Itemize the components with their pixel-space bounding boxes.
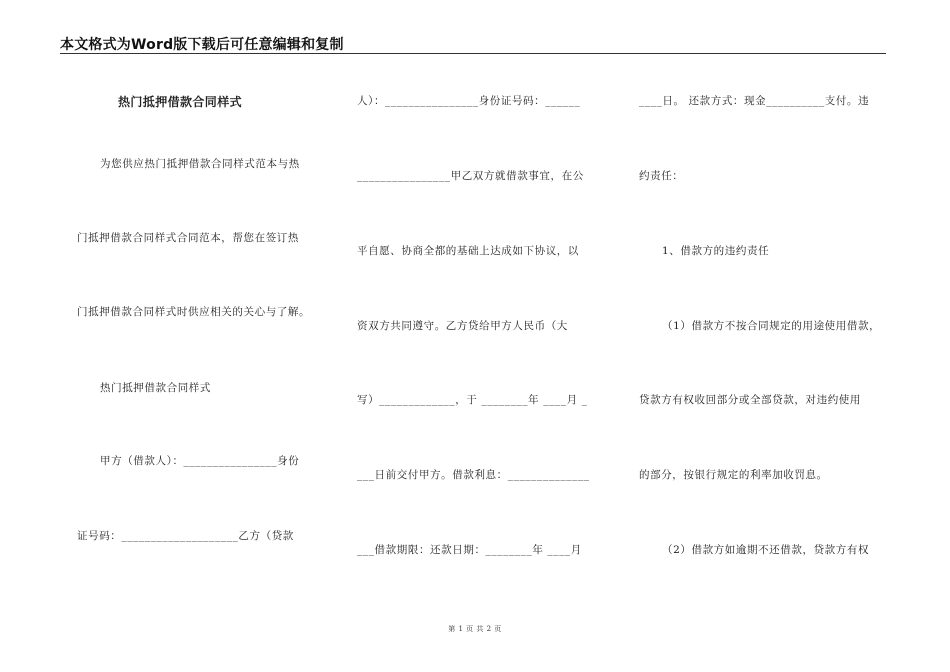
text-line: （2）借款方如逾期不还借款，贷款方有权 xyxy=(662,544,870,556)
page-number-footer: 第 1 页 共 2 页 xyxy=(448,625,502,633)
text-line: 1、借款方的违约责任 xyxy=(662,245,770,257)
text-line: 为您供应热门抵押借款合同样式范本与热 xyxy=(100,158,300,170)
text-line: 资双方共同遵守。乙方贷给甲方人民币（大 xyxy=(357,320,568,332)
document-header: 本文格式为Word版下载后可任意编辑和复制 xyxy=(60,37,344,53)
text-line: 贷款方有权收回部分或全部贷款，对违约使用 xyxy=(639,394,861,406)
text-line: ________________甲乙双方就借款事宜，在公 xyxy=(357,170,584,182)
text-line: 约责任： xyxy=(639,170,684,182)
text-line: 的部分，按银行规定的利率加收罚息。 xyxy=(639,469,828,481)
text-line: （1）借款方不按合同规定的用途使用借款， xyxy=(662,320,881,332)
text-line: 门抵押借款合同样式合同范本，帮您在签订热 xyxy=(77,232,299,244)
text-line: 证号码：____________________乙方（贷款 xyxy=(77,530,294,542)
text-line: ____日。 还款方式：现金__________支付。违 xyxy=(639,95,870,107)
text-line: 热门抵押借款合同样式 xyxy=(100,382,211,394)
text-line: 写）_____________，于 ________年 ____月 _ xyxy=(357,394,588,406)
text-line: ___借款期限：还款日期：________年 ____月 xyxy=(357,544,582,556)
text-line: 甲方（借款人）：________________身份 xyxy=(100,455,300,467)
text-line: 平自愿、协商全都的基础上达成如下协议，以 xyxy=(357,245,579,257)
text-line: ___日前交付甲方。借款利息：______________ xyxy=(357,469,590,481)
text-line: 人）：________________身份证号码：______ xyxy=(357,95,581,107)
text-line: 门抵押借款合同样式时供应相关的关心与了解。 xyxy=(77,306,311,318)
header-rule xyxy=(60,53,886,54)
doc-title: 热门抵押借款合同样式 xyxy=(118,95,243,109)
